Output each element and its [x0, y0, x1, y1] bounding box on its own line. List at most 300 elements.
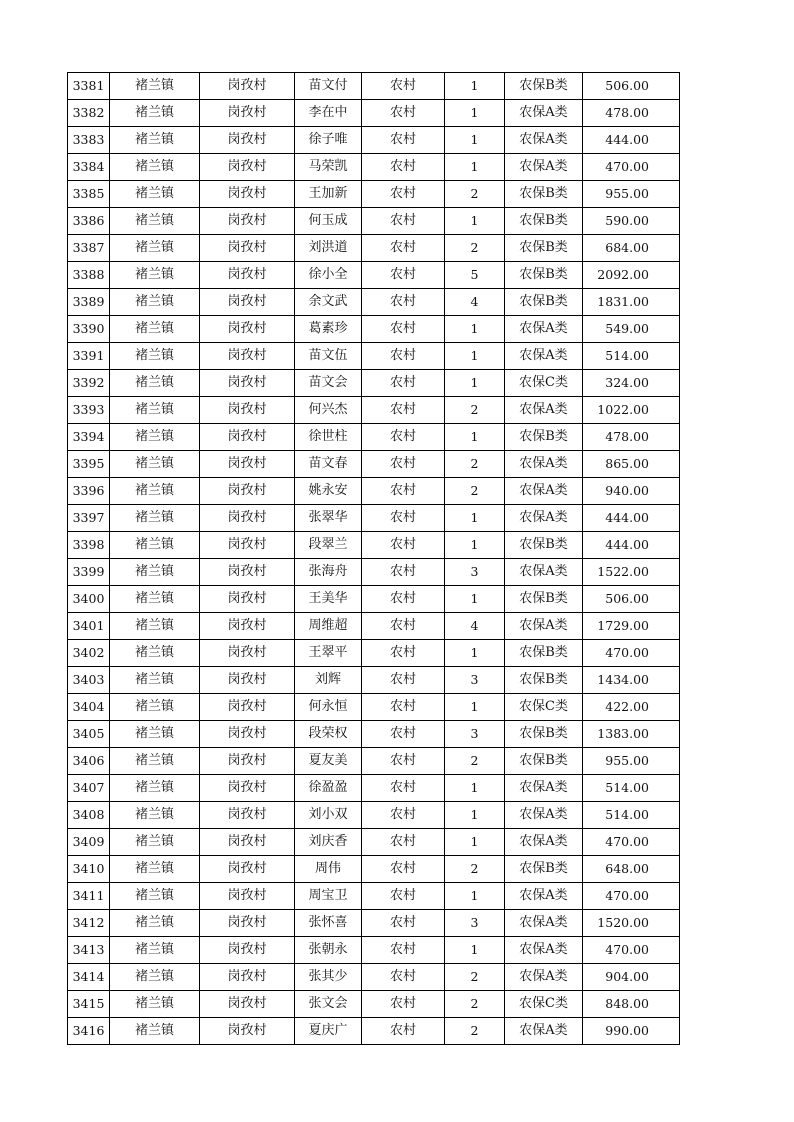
village-cell: 岗孜村 [200, 127, 295, 154]
row-number-cell: 3406 [68, 748, 110, 775]
town-cell: 褚兰镇 [110, 451, 200, 478]
name-cell: 王美华 [295, 586, 362, 613]
table-row [68, 289, 680, 316]
category-cell: 农保A类 [505, 1018, 583, 1045]
amount-cell: 1522.00 [583, 559, 680, 586]
category-cell: 农保B类 [505, 289, 583, 316]
household-count-cell: 4 [445, 613, 505, 640]
amount-cell: 444.00 [583, 505, 680, 532]
row-number-cell: 3396 [68, 478, 110, 505]
category-cell: 农保A类 [505, 154, 583, 181]
area-type-cell: 农村 [362, 505, 445, 532]
amount-cell: 848.00 [583, 991, 680, 1018]
table-row [68, 748, 680, 775]
table-row [68, 829, 680, 856]
area-type-cell: 农村 [362, 802, 445, 829]
category-cell: 农保C类 [505, 370, 583, 397]
table-row [68, 73, 680, 100]
village-cell: 岗孜村 [200, 451, 295, 478]
category-cell: 农保A类 [505, 451, 583, 478]
village-cell: 岗孜村 [200, 505, 295, 532]
village-cell: 岗孜村 [200, 235, 295, 262]
area-type-cell: 农村 [362, 748, 445, 775]
amount-cell: 324.00 [583, 370, 680, 397]
name-cell: 张文会 [295, 991, 362, 1018]
table-row [68, 532, 680, 559]
category-cell: 农保B类 [505, 640, 583, 667]
row-number-cell: 3395 [68, 451, 110, 478]
row-number-cell: 3401 [68, 613, 110, 640]
name-cell: 徐盈盈 [295, 775, 362, 802]
row-number-cell: 3389 [68, 289, 110, 316]
category-cell: 农保A类 [505, 100, 583, 127]
table-row [68, 1018, 680, 1045]
household-count-cell: 1 [445, 775, 505, 802]
area-type-cell: 农村 [362, 73, 445, 100]
household-count-cell: 3 [445, 559, 505, 586]
name-cell: 段翠兰 [295, 532, 362, 559]
amount-cell: 470.00 [583, 937, 680, 964]
amount-cell: 444.00 [583, 127, 680, 154]
area-type-cell: 农村 [362, 586, 445, 613]
name-cell: 张其少 [295, 964, 362, 991]
category-cell: 农保B类 [505, 721, 583, 748]
village-cell: 岗孜村 [200, 100, 295, 127]
name-cell: 张海舟 [295, 559, 362, 586]
amount-cell: 514.00 [583, 802, 680, 829]
row-number-cell: 3409 [68, 829, 110, 856]
amount-cell: 1729.00 [583, 613, 680, 640]
amount-cell: 1434.00 [583, 667, 680, 694]
amount-cell: 514.00 [583, 343, 680, 370]
household-count-cell: 1 [445, 100, 505, 127]
name-cell: 徐世柱 [295, 424, 362, 451]
table-row [68, 451, 680, 478]
household-count-cell: 1 [445, 586, 505, 613]
household-count-cell: 1 [445, 370, 505, 397]
amount-cell: 478.00 [583, 100, 680, 127]
village-cell: 岗孜村 [200, 343, 295, 370]
table-row [68, 127, 680, 154]
area-type-cell: 农村 [362, 424, 445, 451]
category-cell: 农保A类 [505, 478, 583, 505]
table-row [68, 181, 680, 208]
town-cell: 褚兰镇 [110, 991, 200, 1018]
household-count-cell: 1 [445, 640, 505, 667]
household-count-cell: 3 [445, 667, 505, 694]
town-cell: 褚兰镇 [110, 721, 200, 748]
table-body [68, 73, 680, 1045]
name-cell: 李在中 [295, 100, 362, 127]
household-count-cell: 1 [445, 937, 505, 964]
town-cell: 褚兰镇 [110, 910, 200, 937]
village-cell: 岗孜村 [200, 424, 295, 451]
town-cell: 褚兰镇 [110, 424, 200, 451]
category-cell: 农保A类 [505, 802, 583, 829]
village-cell: 岗孜村 [200, 937, 295, 964]
row-number-cell: 3410 [68, 856, 110, 883]
household-count-cell: 2 [445, 964, 505, 991]
row-number-cell: 3414 [68, 964, 110, 991]
town-cell: 褚兰镇 [110, 775, 200, 802]
category-cell: 农保A类 [505, 937, 583, 964]
town-cell: 褚兰镇 [110, 208, 200, 235]
area-type-cell: 农村 [362, 181, 445, 208]
table-row [68, 154, 680, 181]
area-type-cell: 农村 [362, 532, 445, 559]
village-cell: 岗孜村 [200, 991, 295, 1018]
village-cell: 岗孜村 [200, 181, 295, 208]
name-cell: 马荣凯 [295, 154, 362, 181]
area-type-cell: 农村 [362, 478, 445, 505]
name-cell: 刘小双 [295, 802, 362, 829]
row-number-cell: 3391 [68, 343, 110, 370]
row-number-cell: 3416 [68, 1018, 110, 1045]
area-type-cell: 农村 [362, 829, 445, 856]
household-count-cell: 1 [445, 343, 505, 370]
category-cell: 农保B类 [505, 235, 583, 262]
table-row [68, 208, 680, 235]
area-type-cell: 农村 [362, 154, 445, 181]
town-cell: 褚兰镇 [110, 181, 200, 208]
village-cell: 岗孜村 [200, 1018, 295, 1045]
name-cell: 苗文付 [295, 73, 362, 100]
area-type-cell: 农村 [362, 559, 445, 586]
area-type-cell: 农村 [362, 235, 445, 262]
village-cell: 岗孜村 [200, 694, 295, 721]
village-cell: 岗孜村 [200, 964, 295, 991]
name-cell: 何兴杰 [295, 397, 362, 424]
amount-cell: 2092.00 [583, 262, 680, 289]
row-number-cell: 3413 [68, 937, 110, 964]
row-number-cell: 3392 [68, 370, 110, 397]
household-count-cell: 2 [445, 856, 505, 883]
row-number-cell: 3381 [68, 73, 110, 100]
town-cell: 褚兰镇 [110, 532, 200, 559]
amount-cell: 422.00 [583, 694, 680, 721]
household-count-cell: 2 [445, 181, 505, 208]
area-type-cell: 农村 [362, 937, 445, 964]
town-cell: 褚兰镇 [110, 964, 200, 991]
amount-cell: 1520.00 [583, 910, 680, 937]
amount-cell: 470.00 [583, 154, 680, 181]
table-row [68, 424, 680, 451]
amount-cell: 590.00 [583, 208, 680, 235]
area-type-cell: 农村 [362, 910, 445, 937]
row-number-cell: 3388 [68, 262, 110, 289]
amount-cell: 904.00 [583, 964, 680, 991]
category-cell: 农保B类 [505, 73, 583, 100]
town-cell: 褚兰镇 [110, 1018, 200, 1045]
category-cell: 农保A类 [505, 910, 583, 937]
village-cell: 岗孜村 [200, 748, 295, 775]
table-row [68, 235, 680, 262]
village-cell: 岗孜村 [200, 532, 295, 559]
town-cell: 褚兰镇 [110, 478, 200, 505]
area-type-cell: 农村 [362, 343, 445, 370]
area-type-cell: 农村 [362, 262, 445, 289]
category-cell: 农保A类 [505, 829, 583, 856]
household-count-cell: 1 [445, 883, 505, 910]
name-cell: 夏庆广 [295, 1018, 362, 1045]
town-cell: 褚兰镇 [110, 586, 200, 613]
village-cell: 岗孜村 [200, 721, 295, 748]
village-cell: 岗孜村 [200, 640, 295, 667]
household-count-cell: 5 [445, 262, 505, 289]
village-cell: 岗孜村 [200, 370, 295, 397]
town-cell: 褚兰镇 [110, 397, 200, 424]
row-number-cell: 3402 [68, 640, 110, 667]
name-cell: 张朝永 [295, 937, 362, 964]
amount-cell: 470.00 [583, 829, 680, 856]
village-cell: 岗孜村 [200, 802, 295, 829]
name-cell: 周维超 [295, 613, 362, 640]
row-number-cell: 3390 [68, 316, 110, 343]
category-cell: 农保A类 [505, 127, 583, 154]
area-type-cell: 农村 [362, 991, 445, 1018]
row-number-cell: 3397 [68, 505, 110, 532]
category-cell: 农保B类 [505, 667, 583, 694]
village-cell: 岗孜村 [200, 586, 295, 613]
area-type-cell: 农村 [362, 100, 445, 127]
row-number-cell: 3385 [68, 181, 110, 208]
household-count-cell: 3 [445, 721, 505, 748]
area-type-cell: 农村 [362, 667, 445, 694]
amount-cell: 684.00 [583, 235, 680, 262]
town-cell: 褚兰镇 [110, 154, 200, 181]
name-cell: 苗文伍 [295, 343, 362, 370]
row-number-cell: 3404 [68, 694, 110, 721]
table-row [68, 883, 680, 910]
name-cell: 徐小全 [295, 262, 362, 289]
village-cell: 岗孜村 [200, 397, 295, 424]
row-number-cell: 3407 [68, 775, 110, 802]
category-cell: 农保A类 [505, 883, 583, 910]
row-number-cell: 3382 [68, 100, 110, 127]
town-cell: 褚兰镇 [110, 316, 200, 343]
name-cell: 周伟 [295, 856, 362, 883]
area-type-cell: 农村 [362, 370, 445, 397]
category-cell: 农保C类 [505, 991, 583, 1018]
name-cell: 徐子唯 [295, 127, 362, 154]
table-row [68, 478, 680, 505]
household-count-cell: 1 [445, 316, 505, 343]
village-cell: 岗孜村 [200, 883, 295, 910]
name-cell: 葛素珍 [295, 316, 362, 343]
amount-cell: 478.00 [583, 424, 680, 451]
row-number-cell: 3387 [68, 235, 110, 262]
table-row [68, 991, 680, 1018]
row-number-cell: 3415 [68, 991, 110, 1018]
town-cell: 褚兰镇 [110, 370, 200, 397]
category-cell: 农保B类 [505, 856, 583, 883]
town-cell: 褚兰镇 [110, 802, 200, 829]
row-number-cell: 3384 [68, 154, 110, 181]
amount-cell: 955.00 [583, 181, 680, 208]
name-cell: 刘庆香 [295, 829, 362, 856]
village-cell: 岗孜村 [200, 289, 295, 316]
name-cell: 王加新 [295, 181, 362, 208]
amount-cell: 1383.00 [583, 721, 680, 748]
household-count-cell: 4 [445, 289, 505, 316]
name-cell: 姚永安 [295, 478, 362, 505]
name-cell: 苗文春 [295, 451, 362, 478]
category-cell: 农保B类 [505, 208, 583, 235]
name-cell: 张怀喜 [295, 910, 362, 937]
household-count-cell: 2 [445, 1018, 505, 1045]
household-count-cell: 1 [445, 829, 505, 856]
amount-cell: 506.00 [583, 586, 680, 613]
category-cell: 农保A类 [505, 505, 583, 532]
table-row [68, 316, 680, 343]
amount-cell: 514.00 [583, 775, 680, 802]
table-row [68, 262, 680, 289]
household-count-cell: 2 [445, 235, 505, 262]
area-type-cell: 农村 [362, 883, 445, 910]
table-row [68, 694, 680, 721]
table-row [68, 613, 680, 640]
category-cell: 农保B类 [505, 532, 583, 559]
town-cell: 褚兰镇 [110, 856, 200, 883]
row-number-cell: 3408 [68, 802, 110, 829]
area-type-cell: 农村 [362, 208, 445, 235]
area-type-cell: 农村 [362, 964, 445, 991]
row-number-cell: 3400 [68, 586, 110, 613]
category-cell: 农保A类 [505, 559, 583, 586]
town-cell: 褚兰镇 [110, 640, 200, 667]
town-cell: 褚兰镇 [110, 235, 200, 262]
row-number-cell: 3411 [68, 883, 110, 910]
table-row [68, 937, 680, 964]
area-type-cell: 农村 [362, 127, 445, 154]
village-cell: 岗孜村 [200, 829, 295, 856]
row-number-cell: 3405 [68, 721, 110, 748]
area-type-cell: 农村 [362, 451, 445, 478]
amount-cell: 470.00 [583, 883, 680, 910]
name-cell: 何玉成 [295, 208, 362, 235]
amount-cell: 865.00 [583, 451, 680, 478]
household-count-cell: 1 [445, 127, 505, 154]
town-cell: 褚兰镇 [110, 937, 200, 964]
village-cell: 岗孜村 [200, 667, 295, 694]
amount-cell: 990.00 [583, 1018, 680, 1045]
area-type-cell: 农村 [362, 640, 445, 667]
amount-cell: 955.00 [583, 748, 680, 775]
table-row [68, 667, 680, 694]
amount-cell: 1831.00 [583, 289, 680, 316]
name-cell: 张翠华 [295, 505, 362, 532]
name-cell: 苗文会 [295, 370, 362, 397]
name-cell: 段荣权 [295, 721, 362, 748]
area-type-cell: 农村 [362, 856, 445, 883]
row-number-cell: 3403 [68, 667, 110, 694]
name-cell: 刘辉 [295, 667, 362, 694]
household-count-cell: 2 [445, 991, 505, 1018]
category-cell: 农保A类 [505, 316, 583, 343]
area-type-cell: 农村 [362, 775, 445, 802]
household-count-cell: 1 [445, 505, 505, 532]
amount-cell: 470.00 [583, 640, 680, 667]
row-number-cell: 3398 [68, 532, 110, 559]
category-cell: 农保B类 [505, 181, 583, 208]
table-row [68, 802, 680, 829]
town-cell: 褚兰镇 [110, 73, 200, 100]
amount-cell: 1022.00 [583, 397, 680, 424]
household-count-cell: 3 [445, 910, 505, 937]
category-cell: 农保B类 [505, 748, 583, 775]
village-cell: 岗孜村 [200, 559, 295, 586]
area-type-cell: 农村 [362, 316, 445, 343]
category-cell: 农保B类 [505, 424, 583, 451]
household-count-cell: 1 [445, 73, 505, 100]
table-row [68, 100, 680, 127]
town-cell: 褚兰镇 [110, 559, 200, 586]
village-cell: 岗孜村 [200, 262, 295, 289]
town-cell: 褚兰镇 [110, 883, 200, 910]
table-row [68, 640, 680, 667]
household-count-cell: 2 [445, 397, 505, 424]
name-cell: 王翠平 [295, 640, 362, 667]
category-cell: 农保A类 [505, 775, 583, 802]
name-cell: 刘洪道 [295, 235, 362, 262]
table-row [68, 505, 680, 532]
amount-cell: 549.00 [583, 316, 680, 343]
household-count-cell: 1 [445, 424, 505, 451]
row-number-cell: 3412 [68, 910, 110, 937]
town-cell: 褚兰镇 [110, 127, 200, 154]
name-cell: 周宝卫 [295, 883, 362, 910]
area-type-cell: 农村 [362, 613, 445, 640]
household-count-cell: 1 [445, 532, 505, 559]
category-cell: 农保C类 [505, 694, 583, 721]
household-count-cell: 2 [445, 451, 505, 478]
name-cell: 何永恒 [295, 694, 362, 721]
row-number-cell: 3394 [68, 424, 110, 451]
row-number-cell: 3399 [68, 559, 110, 586]
village-cell: 岗孜村 [200, 613, 295, 640]
area-type-cell: 农村 [362, 397, 445, 424]
amount-cell: 506.00 [583, 73, 680, 100]
data-table [67, 72, 680, 1045]
village-cell: 岗孜村 [200, 316, 295, 343]
area-type-cell: 农村 [362, 1018, 445, 1045]
town-cell: 褚兰镇 [110, 667, 200, 694]
town-cell: 褚兰镇 [110, 748, 200, 775]
row-number-cell: 3393 [68, 397, 110, 424]
village-cell: 岗孜村 [200, 910, 295, 937]
name-cell: 余文武 [295, 289, 362, 316]
category-cell: 农保A类 [505, 397, 583, 424]
row-number-cell: 3386 [68, 208, 110, 235]
village-cell: 岗孜村 [200, 208, 295, 235]
village-cell: 岗孜村 [200, 856, 295, 883]
household-count-cell: 2 [445, 748, 505, 775]
table-row [68, 775, 680, 802]
town-cell: 褚兰镇 [110, 694, 200, 721]
town-cell: 褚兰镇 [110, 100, 200, 127]
category-cell: 农保B类 [505, 262, 583, 289]
table-row [68, 964, 680, 991]
town-cell: 褚兰镇 [110, 829, 200, 856]
table-row [68, 397, 680, 424]
area-type-cell: 农村 [362, 289, 445, 316]
household-count-cell: 1 [445, 694, 505, 721]
amount-cell: 940.00 [583, 478, 680, 505]
household-count-cell: 1 [445, 208, 505, 235]
area-type-cell: 农村 [362, 694, 445, 721]
table-row [68, 343, 680, 370]
area-type-cell: 农村 [362, 721, 445, 748]
